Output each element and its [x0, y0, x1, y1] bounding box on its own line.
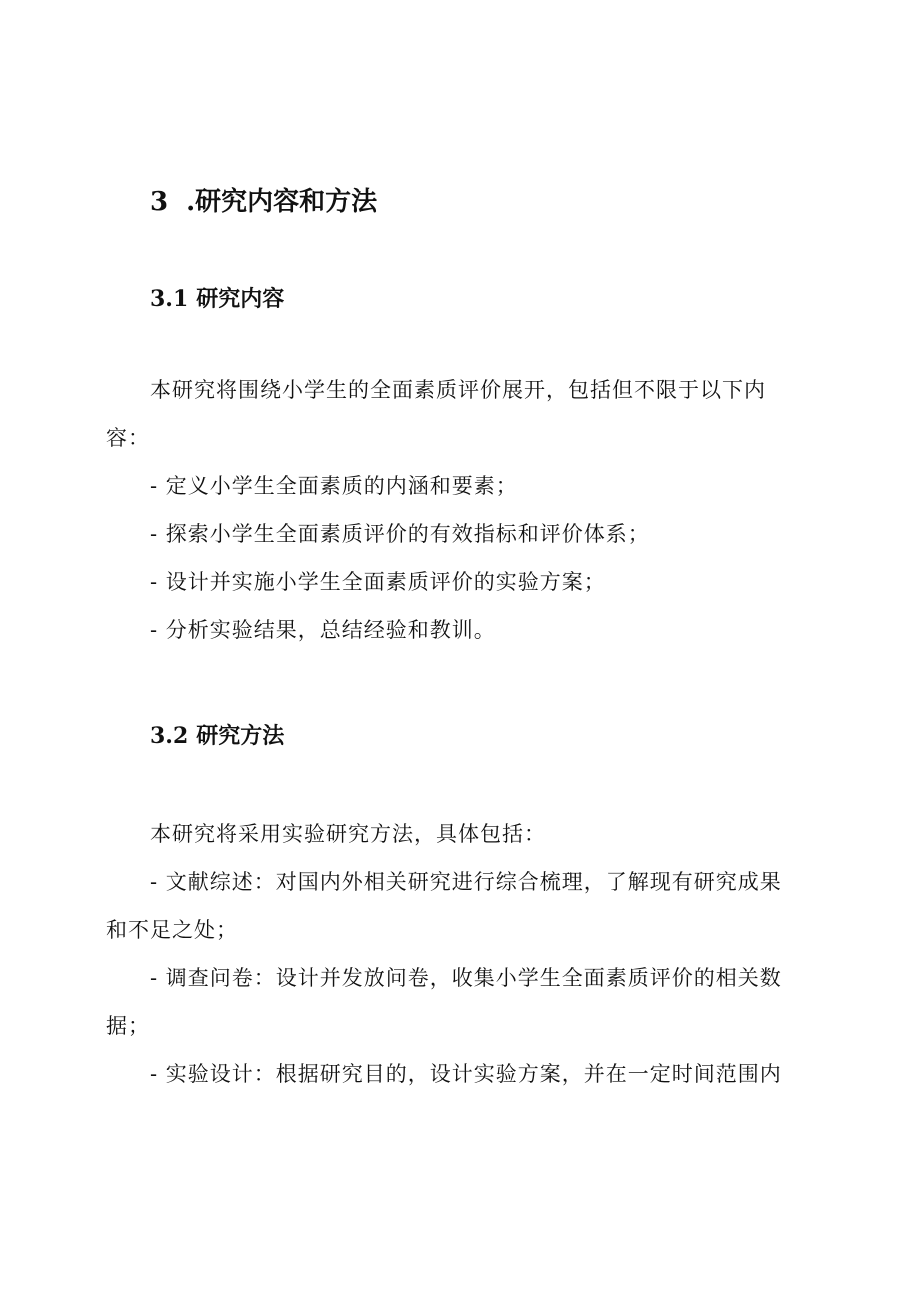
section-number: 3 — [150, 187, 169, 217]
paragraph-line: 容： — [106, 426, 150, 450]
section-heading — [150, 181, 377, 218]
subsection-title: 研究方法 — [196, 723, 285, 749]
list-item-continuation: 和不足之处； — [106, 918, 238, 942]
list-item: - 设计并实施小学生全面素质评价的实验方案； — [150, 570, 606, 594]
list-item: - 实验设计：根据研究目的，设计实验方案，并在一定时间范围内 — [150, 1062, 782, 1086]
list-item-continuation: 据； — [106, 1014, 150, 1038]
paragraph-line: 本研究将围绕小学生的全面素质评价展开，包括但不限于以下内 — [150, 378, 766, 402]
paragraph-line: 本研究将采用实验研究方法，具体包括： — [150, 822, 546, 846]
list-item: - 定义小学生全面素质的内涵和要素； — [150, 474, 518, 498]
research-content-block — [106, 366, 826, 654]
subsection-heading-methods — [150, 719, 284, 750]
subsection-number: 3.1 — [150, 286, 189, 312]
list-item: - 文献综述：对国内外相关研究进行综合梳理，了解现有研究成果 — [150, 870, 782, 894]
list-item: - 调查问卷：设计并发放问卷，收集小学生全面素质评价的相关数 — [150, 966, 782, 990]
section-title: .研究内容和方法 — [186, 187, 378, 217]
list-item: - 分析实验结果，总结经验和教训。 — [150, 618, 496, 642]
research-methods-block — [106, 810, 826, 1098]
subsection-heading-content — [150, 282, 284, 313]
subsection-number: 3.2 — [150, 723, 189, 749]
list-item: - 探索小学生全面素质评价的有效指标和评价体系； — [150, 522, 650, 546]
subsection-title: 研究内容 — [196, 286, 285, 312]
